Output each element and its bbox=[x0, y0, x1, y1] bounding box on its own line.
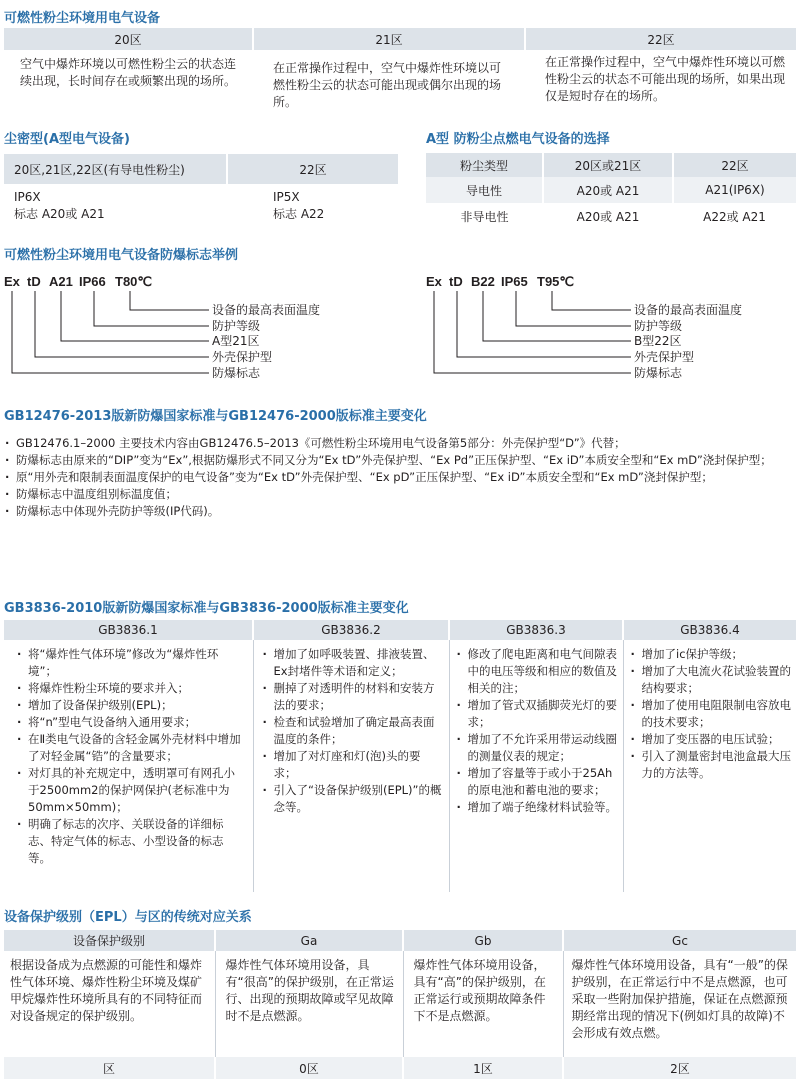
section-title-gb12476-changes: GB12476-2013版新防爆国家标准与GB12476-2000版标准主要变化 bbox=[4, 409, 427, 424]
marking-code: B22 bbox=[471, 274, 495, 289]
table-cell: 非导电性 bbox=[460, 209, 509, 224]
section-title-dust-tight: 尘密型(A型电气设备) bbox=[4, 132, 130, 147]
standard-changes bbox=[449, 640, 623, 892]
selection-header: 20区或21区 bbox=[543, 153, 673, 177]
marking-diagram-right bbox=[426, 274, 796, 384]
marking: 标志 A20或 A21 bbox=[14, 207, 105, 221]
list-item: · 原“用外壳和限制表面温度保护的电气设备”变为“Ex tD”外壳保护型、“Ex pD”正压保护型、“Ex iD”本质安全型和“Ex mD”浇封保护型； bbox=[2, 469, 796, 486]
table-cell: 2区 bbox=[563, 1057, 796, 1079]
marking-label: 外壳保护型 bbox=[634, 350, 695, 364]
list-item: · 对灯具的补充规定中，透明罩可有网孔小于2500mm2的保护网保护(老标准中为50mm×50mm)； bbox=[14, 765, 245, 816]
epl-header: Ga bbox=[215, 930, 403, 951]
standard-changes bbox=[4, 640, 253, 892]
marking-label: B型22区 bbox=[634, 334, 682, 348]
zone-definition-table bbox=[4, 28, 796, 114]
epl-description: 爆炸性气体环境用设备，具有“高”的保护级别，在正常运行或预期故障条件下不是点燃源。 bbox=[403, 951, 563, 1057]
epl-description: 根据设备成为点燃源的可能性和爆炸性气体环境、爆炸性粉尘环境及煤矿甲烷爆炸性环境所具有的不同特征而对设备规定的保护级别。 bbox=[4, 951, 215, 1057]
marking-code: T95℃ bbox=[537, 274, 575, 289]
marking-diagram-left bbox=[4, 274, 384, 384]
marking-code: T80℃ bbox=[115, 274, 153, 289]
list-item: · 增加了变压器的电压试验； bbox=[628, 731, 793, 748]
section-title-dust-equipment: 可燃性粉尘环境用电气设备 bbox=[4, 11, 161, 26]
list-item: · 引入了“设备保护级别(EPL)”的概念等。 bbox=[260, 782, 443, 816]
table-cell: A20或 A21 bbox=[543, 177, 673, 203]
zone-header: 20区 bbox=[114, 32, 142, 47]
list-item: · 增加了端子绝缘材料试验等。 bbox=[454, 799, 619, 816]
standard-header: GB3836.4 bbox=[623, 620, 796, 640]
list-item: · 增加了对灯座和灯(泡)头的要求； bbox=[260, 748, 443, 782]
gb3836-change-table bbox=[4, 620, 796, 892]
section-title-epl-zone: 设备保护级别（EPL）与区的传统对应关系 bbox=[4, 910, 252, 925]
standard-changes bbox=[253, 640, 449, 892]
list-item: · 将“爆炸性气体环境”修改为“爆炸性环境”； bbox=[14, 646, 245, 680]
section-title-marking-example: 可燃性粉尘环境用电气设备防爆标志举例 bbox=[4, 248, 239, 263]
list-item: · 增加了ic保护等级； bbox=[628, 646, 793, 663]
marking-label: 防爆标志 bbox=[634, 366, 683, 380]
change-list bbox=[454, 646, 619, 816]
ip-code: IP5X bbox=[273, 190, 300, 204]
change-list bbox=[628, 646, 793, 782]
marking-code: IP65 bbox=[501, 274, 528, 289]
marking-leader-lines bbox=[4, 274, 214, 384]
marking-code: tD bbox=[27, 274, 41, 289]
table-cell: A20或 A21 bbox=[576, 209, 640, 224]
selection-header: 粉尘类型 bbox=[459, 158, 508, 173]
change-list bbox=[260, 646, 443, 816]
table-cell: A22或 A21 bbox=[703, 209, 766, 224]
table-row bbox=[4, 1057, 796, 1079]
list-item: · 防爆标志中温度组别标温度值； bbox=[2, 486, 796, 503]
marking-label: 设备的最高表面温度 bbox=[212, 303, 321, 317]
table-row bbox=[426, 203, 796, 229]
change-list bbox=[14, 646, 245, 867]
list-item: · 防爆标志由原来的“DIP”变为“Ex”,根据防爆形式不同又分为“Ex tD”外壳保护型、“Ex Pd”正压保护型、“Ex iD”本质安全型和“Ex mD”浇封保护型； bbox=[2, 452, 796, 469]
marking-code: A21 bbox=[49, 274, 73, 289]
section-title-type-a-selection: A型 防粉尘点燃电气设备的选择 bbox=[426, 132, 610, 147]
list-item: · 增加了不允许采用带运动线圈的测量仪表的规定； bbox=[454, 731, 619, 765]
marking-label: 外壳保护型 bbox=[212, 350, 273, 364]
marking-code: Ex bbox=[4, 274, 20, 289]
epl-description: 爆炸性气体环境用设备，具有“很高”的保护级别，在正常运行、出现的预期故障或罕见故障时不是点燃源。 bbox=[215, 951, 403, 1057]
list-item: · GB12476.1–2000 主要技术内容由GB12476.5–2013《可燃性粉尘环境用电气设备第5部分：外壳保护型“D”》代替； bbox=[2, 435, 796, 452]
table-cell: 1区 bbox=[403, 1057, 563, 1079]
zone-header: 22区 bbox=[525, 28, 796, 50]
list-item: · 增加了容量等于或小于25Ah的原电池和蓄电池的要求； bbox=[454, 765, 619, 799]
list-item: · 增加了设备保护级别(EPL)； bbox=[14, 697, 245, 714]
marking-label: 设备的最高表面温度 bbox=[634, 303, 743, 317]
list-item: · 将“n”型电气设备纳入通用要求； bbox=[14, 714, 245, 731]
selection-header: 22区 bbox=[673, 153, 796, 177]
marking-leader-lines bbox=[426, 274, 636, 384]
table-row bbox=[426, 177, 796, 203]
list-item: · 增加了使用电阻限制电容放电的技术要求； bbox=[628, 697, 793, 731]
dust-tight-header: 22区 bbox=[227, 154, 398, 184]
list-item: · 将爆炸性粉尘环境的要求并入； bbox=[14, 680, 245, 697]
epl-header: Gc bbox=[563, 930, 796, 951]
table-cell: A21(IP6X) bbox=[673, 177, 796, 203]
zone-description: 在正常操作过程中，空气中爆炸性环境以可燃性粉尘云的状态可能出现或偶尔出现的场所。 bbox=[273, 60, 502, 109]
table-cell: 0区 bbox=[215, 1057, 403, 1079]
zone-header: 21区 bbox=[253, 28, 525, 50]
epl-description: 爆炸性气体环境用设备，具有“一般”的保护级别，在正常运行中不是点燃源，也可采取一些附加保护措施，保证在点燃源预期经常出现的情况下(例如灯具的故障)不会形成有效点燃。 bbox=[571, 958, 788, 1040]
section-title-gb3836-changes: GB3836-2010版新防爆国家标准与GB3836-2000版标准主要变化 bbox=[4, 601, 409, 616]
list-item: · 增加了管式双插脚荧光灯的要求； bbox=[454, 697, 619, 731]
table-cell: 区 bbox=[102, 1061, 115, 1076]
list-item: · 引入了测量密封电池盒最大压力的方法等。 bbox=[628, 748, 793, 782]
list-item: · 在Ⅱ类电气设备的含轻金属外壳材料中增加了对轻金属“锆”的含量要求； bbox=[14, 731, 245, 765]
list-item: · 明确了标志的次序、关联设备的详细标志、特定气体的标志、小型设备的标志等。 bbox=[14, 816, 245, 867]
epl-header: Gb bbox=[403, 930, 563, 951]
table-cell: 导电性 bbox=[465, 183, 502, 198]
marking-code: IP66 bbox=[79, 274, 106, 289]
dust-tight-table bbox=[4, 154, 398, 228]
list-item: · 防爆标志中体现外壳防护等级(IP代码)。 bbox=[2, 503, 796, 520]
standard-header: GB3836.2 bbox=[253, 620, 449, 640]
marking-code: Ex bbox=[426, 274, 442, 289]
standard-header: GB3836.3 bbox=[449, 620, 623, 640]
dust-tight-header: 20区,21区,22区(有导电性粉尘) bbox=[14, 162, 185, 177]
gb12476-change-list bbox=[2, 435, 796, 520]
list-item: · 删掉了对透明件的材料和安装方法的要求； bbox=[260, 680, 443, 714]
ip-code: IP6X bbox=[14, 190, 41, 204]
list-item: · 增加了如呼吸装置、排液装置、Ex封堵件等术语和定义； bbox=[260, 646, 443, 680]
marking-label: 防护等级 bbox=[212, 319, 261, 333]
list-item: · 增加了大电流火花试验装置的结构要求； bbox=[628, 663, 793, 697]
marking-label: A型21区 bbox=[212, 334, 260, 348]
epl-header: 设备保护级别 bbox=[72, 934, 145, 948]
marking-label: 防护等级 bbox=[634, 319, 683, 333]
zone-description: 在正常操作过程中，空气中爆炸性环境以可燃性粉尘云的状态不可能出现的场所，如果出现仅是短时存在的场所。 bbox=[545, 55, 786, 103]
marking-label: 防爆标志 bbox=[212, 366, 261, 380]
list-item: · 检查和试验增加了确定最高表面温度的条件； bbox=[260, 714, 443, 748]
epl-zone-table bbox=[4, 930, 796, 1079]
marking-code: tD bbox=[449, 274, 463, 289]
marking: 标志 A22 bbox=[273, 207, 325, 221]
list-item: · 修改了爬电距离和电气间隙表中的电压等级和相应的数值及相关的注； bbox=[454, 646, 619, 697]
dust-tight-cell bbox=[227, 184, 398, 228]
standard-changes bbox=[623, 640, 796, 892]
dust-tight-cell bbox=[4, 184, 227, 228]
standard-header: GB3836.1 bbox=[98, 623, 158, 637]
type-a-selection-table bbox=[426, 153, 796, 229]
zone-description: 空气中爆炸环境以可燃性粉尘云的状态连续出现，长时间存在或频繁出现的场所。 bbox=[20, 57, 237, 88]
